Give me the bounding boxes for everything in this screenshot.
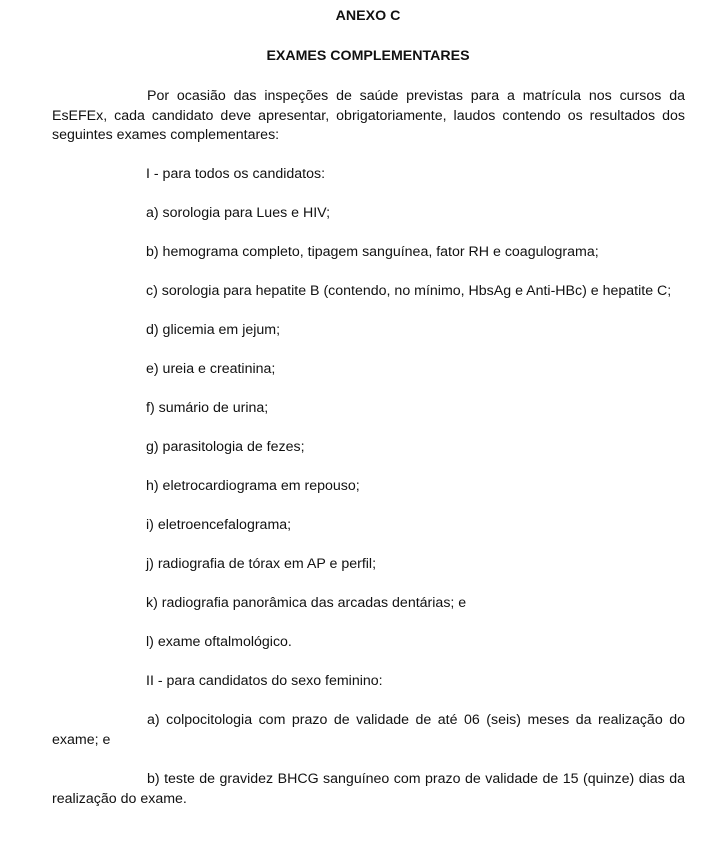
list-item: b) hemograma completo, tipagem sanguínea, fator RH e coagulograma; [146, 244, 599, 260]
list-item: a) colpocitologia com prazo de validade de até 06 (seis) meses da realização do exame; e [52, 712, 685, 748]
list-item: b) teste de gravidez BHCG sanguíneo com prazo de validade de 15 (quinze) dias da realização do exame. [52, 771, 685, 807]
group1-heading: I - para todos os candidatos: [146, 166, 326, 182]
list-item: e) ureia e creatinina; [146, 361, 276, 377]
list-item: h) eletrocardiograma em repouso; [146, 478, 360, 494]
list-item: d) glicemia em jejum; [146, 322, 281, 338]
intro-paragraph: Por ocasião das inspeções de saúde previstas para a matrícula nos cursos da EsEFEx, cada candidato deve apresentar, obrigatoriamente, laudos contendo os resultados dos seguintes exames complementares: [52, 88, 685, 143]
list-item: i) eletroencefalograma; [146, 517, 292, 533]
list-item: a) sorologia para Lues e HIV; [146, 205, 331, 221]
list-item: k) radiografia panorâmica das arcadas dentárias; e [146, 595, 467, 611]
list-item: l) exame oftalmológico. [146, 634, 292, 650]
list-item: f) sumário de urina; [146, 400, 269, 416]
list-item: g) parasitologia de fezes; [146, 439, 305, 455]
annex-title: ANEXO C [335, 8, 401, 24]
group2-heading: II - para candidatos do sexo feminino: [146, 673, 383, 689]
list-item: c) sorologia para hepatite B (contendo, no mínimo, HbsAg e Anti-HBc) e hepatite C; [146, 283, 672, 299]
list-item: j) radiografia de tórax em AP e perfil; [146, 556, 377, 572]
section-title: EXAMES COMPLEMENTARES [266, 48, 470, 64]
